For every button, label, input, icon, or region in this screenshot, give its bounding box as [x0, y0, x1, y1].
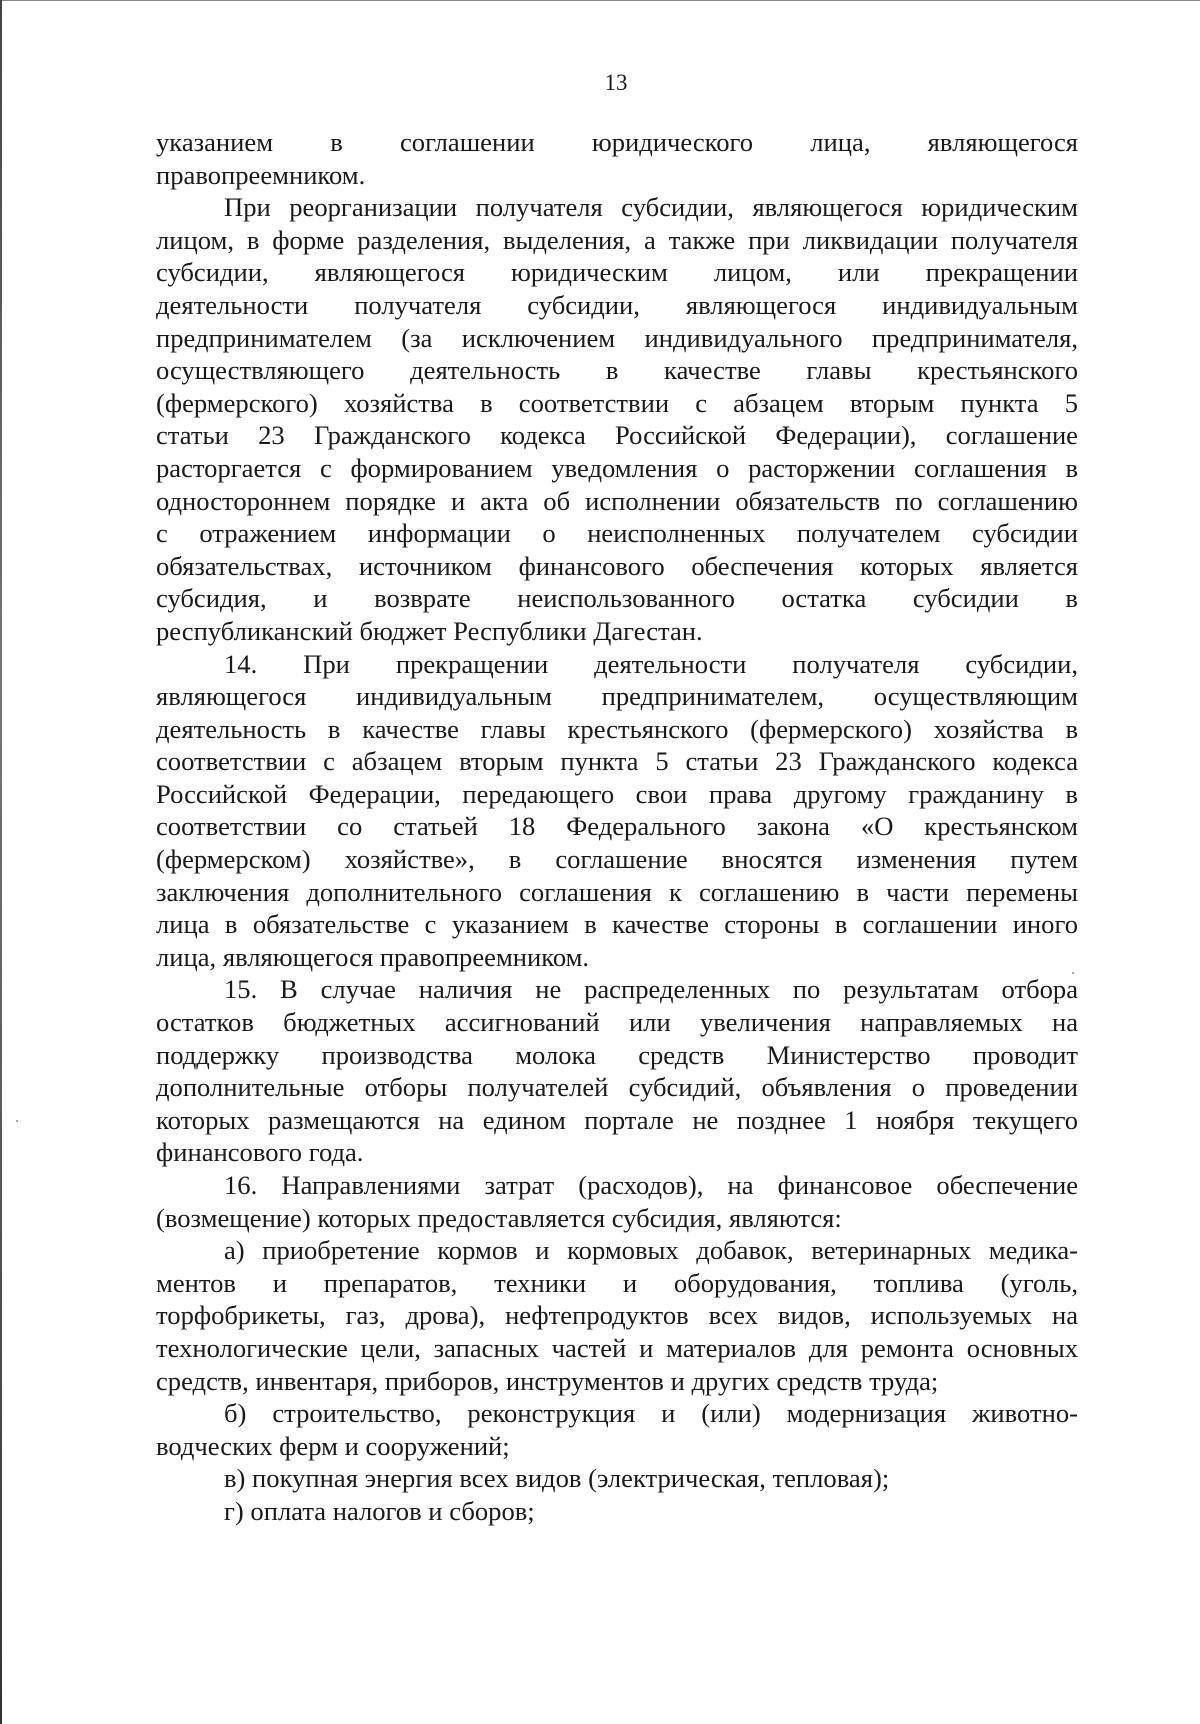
text-line: которых размещаются на едином портале не позднее 1 ноября текущего [156, 1104, 1078, 1135]
text-line: технологические цели, запасных частей и материалов для ремонта основных [156, 1332, 1078, 1363]
text-line: указанием в соглашении юридического лица, являющегося [156, 127, 1078, 157]
text-line: б) строительство, реконструкция и (или) модернизация животно- [224, 1398, 1078, 1429]
scan-edge-top [0, 0, 1200, 1]
text-line: деятельность в качестве главы крестьянского (фермерского) хозяйства в [156, 713, 1078, 744]
text-line: обязательствах, источником финансового обеспечения которых является [156, 550, 1078, 581]
text-line: Российской Федерации, передающего свои права другому гражданину в [156, 778, 1078, 809]
text-line: водческих ферм и сооружений; [156, 1430, 510, 1461]
scan-speck [1072, 972, 1074, 974]
text-line: предпринимателем (за исключением индивидуального предпринимателя, [156, 322, 1078, 353]
text-line: одностороннем порядке и акта об исполнении обязательств по соглашению [156, 485, 1078, 516]
text-line: республиканский бюджет Республики Дагестан. [156, 615, 703, 646]
text-line: поддержку производства молока средств Министерство проводит [156, 1039, 1078, 1070]
text-line: соответствии с абзацем вторым пункта 5 статьи 23 Гражданского кодекса [156, 746, 1078, 777]
text-line: соответствии со статьей 18 Федерального закона «О крестьянском [156, 811, 1078, 842]
text-line: дополнительные отборы получателей субсидий, объявления о проведении [156, 1072, 1078, 1103]
text-line: ментов и препаратов, техники и оборудования, топлива (уголь, [156, 1267, 1078, 1298]
text-line: 15. В случае наличия не распределенных по результатам отбора [224, 974, 1078, 1005]
scan-speck [16, 1120, 18, 1122]
text-line: средств, инвентаря, приборов, инструментов и других средств труда; [156, 1365, 939, 1396]
text-line: торфобрикеты, газ, дрова), нефтепродуктов всех видов, используемых на [156, 1300, 1078, 1331]
text-line: (фермерском) хозяйстве», в соглашение вносятся изменения путем [156, 844, 1078, 875]
text-line: а) приобретение кормов и кормовых добавок, ветеринарных медика- [224, 1235, 1078, 1266]
text-line: субсидии, являющегося юридическим лицом, или прекращении [156, 257, 1078, 288]
document-body [156, 126, 1078, 1528]
text-line: субсидия, и возврате неиспользованного остатка субсидии в [156, 583, 1078, 614]
text-line: правопреемником. [156, 159, 366, 190]
text-line: лицом, в форме разделения, выделения, а также при ликвидации получателя [156, 224, 1078, 255]
text-line: статьи 23 Гражданского кодекса Российской Федерации), соглашение [156, 420, 1078, 451]
scan-edge-left [0, 0, 2, 1724]
text-line: (возмещение) которых предоставляется субсидия, являются: [156, 1202, 842, 1233]
text-line: финансового года. [156, 1137, 364, 1168]
text-line: с отражением информации о неисполненных получателем субсидии [156, 518, 1078, 549]
page-number: 13 [604, 70, 628, 95]
text-line: являющегося индивидуальным предпринимателем, осуществляющим [156, 681, 1078, 712]
text-line: остатков бюджетных ассигнований или увеличения направляемых на [156, 1007, 1078, 1038]
text-line: расторгается с формированием уведомления о расторжении соглашения в [156, 452, 1078, 483]
text-line: (фермерского) хозяйства в соответствии с абзацем вторым пункта 5 [156, 387, 1078, 418]
text-line: осуществляющего деятельность в качестве главы крестьянского [156, 355, 1078, 386]
text-line: г) оплата налогов и сборов; [224, 1495, 535, 1526]
text-line: заключения дополнительного соглашения к соглашению в части перемены [156, 876, 1078, 907]
text-line: 14. При прекращении деятельности получателя субсидии, [224, 648, 1078, 679]
text-line: 16. Направлениями затрат (расходов), на финансовое обеспечение [224, 1170, 1078, 1200]
text-line: лица в обязательстве с указанием в качестве стороны в соглашении иного [156, 909, 1078, 940]
text-line: деятельности получателя субсидии, являющегося индивидуальным [156, 289, 1078, 320]
text-line: лица, являющегося правопреемником. [156, 941, 590, 972]
text-line: При реорганизации получателя субсидии, являющегося юридическим [224, 192, 1078, 223]
text-line: в) покупная энергия всех видов (электрическая, тепловая); [224, 1463, 890, 1494]
